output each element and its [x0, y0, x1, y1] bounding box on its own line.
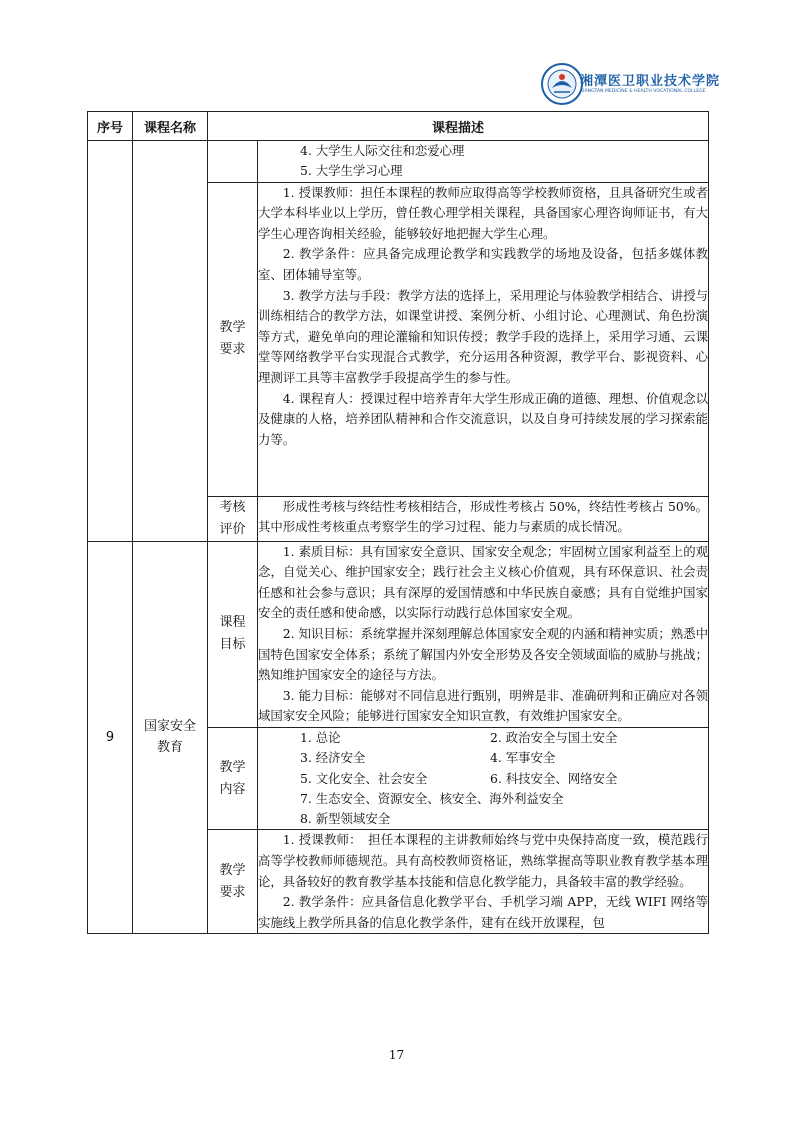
paragraph: 形成性考核与终结性考核相结合，形成性考核占 50%，终结性考核占 50%。其中形成性考核重点考察学生的学习过程、能力与素质的成长情况。 [258, 498, 709, 535]
table-row [88, 141, 709, 183]
paragraph: 2. 知识目标：系统掌握并深刻理解总体国家安全观的内涵和精神实质；熟悉中国特色国家安全体系；系统了解国内外安全形势及各安全领域面临的威胁与挑战；熟知维护国家安全的途径与方法。 [258, 625, 709, 683]
row9-goal-label: 课程目标 [208, 541, 258, 727]
list-item: 7. 生态安全、资源安全、核安全、海外利益安全 [300, 790, 564, 806]
cont-content-label [208, 141, 258, 183]
list-item: 8. 新型领域安全 [300, 811, 391, 827]
cont-req-text [258, 182, 709, 496]
college-name: 湘潭医卫职业技术学院 [580, 74, 721, 89]
paragraph: 1. 素质目标：具有国家安全意识、国家安全观念；牢固树立国家利益至上的观念，自觉关心、维护国家安全；践行社会主义核心价值观，具有环保意识、社会责任感和社会参与意识；具有深厚的爱国情感和中华民族自豪感；具有自觉维护国家安全的责任感和使命感，以实际行动践行总体国家安全观。 [258, 543, 709, 621]
college-name-en: XIANGTAN MEDICINE & HEALTH VOCATIONAL COLLEGE [580, 89, 706, 94]
list-item: 1. 总论 [300, 729, 341, 745]
page-number: 17 [388, 1048, 405, 1062]
cont-no-cell [88, 141, 133, 542]
paragraph: 2. 教学条件：应具备信息化教学平台、手机学习端 APP，无线 WIFI 网络等实施线上教学所具备的信息化教学条件，建有在线开放课程，包 [258, 894, 709, 930]
paragraph: 1. 授课教师：担任本课程的教师应取得高等学校教师资格，且具备研究生或者大学本科毕业以上学历，曾任教心理学相关课程，具备国家心理咨询师证书，有大学生心理咨询相关经验，能够较好地把握大学生心理。 [258, 184, 709, 241]
cont-eval-text [258, 496, 709, 541]
cont-req-label: 教学要求 [208, 182, 258, 496]
paragraph: 1. 授课教师： 担任本课程的主讲教师始终与党中央保持高度一致，模范践行高等学校教师师德规范。具有高校教师资格证，熟练掌握高等职业教育教学基本理论，具备较好的教育教学基本技能和信息化教学能力，具备较丰富的教学经验。 [258, 832, 709, 889]
cont-content-cell [258, 141, 709, 183]
list-item: 5. 文化安全、社会安全 [300, 770, 428, 786]
row9-no: 9 [88, 541, 133, 934]
row9-content-label: 教学内容 [208, 727, 258, 829]
list-item: 2. 政治安全与国土安全 [490, 729, 618, 745]
row9-req-label: 教学要求 [208, 830, 258, 934]
row9-content-cell [258, 727, 709, 829]
header-course-name: 课程名称 [133, 112, 208, 141]
row9-course-name: 国家安全教育 [133, 541, 208, 934]
row9-req-text [258, 830, 709, 934]
paragraph: 4. 课程育人：授课过程中培养青年大学生形成正确的道德、理想、价值观念以及健康的人格，培养团队精神和合作交流意识，以及自身可持续发展的学习探索能力等。 [258, 390, 709, 447]
list-item: 6. 科技安全、网络安全 [490, 770, 618, 786]
list-item: 4. 大学生人际交往和恋爱心理 [300, 143, 465, 158]
paragraph: 2. 教学条件：应具备完成理论教学和实践教学的场地及设备，包括多媒体教室、团体辅导室等。 [258, 246, 709, 282]
cont-name-cell [133, 141, 208, 542]
course-table [87, 111, 709, 934]
table-row [88, 541, 709, 727]
list-item: 3. 经济安全 [300, 750, 366, 766]
paragraph: 3. 能力目标：能够对不同信息进行甄别，明辨是非、准确研判和正确应对各领域国家安全风险；能够进行国家安全知识宣教，有效维护国家安全。 [258, 687, 709, 724]
cont-eval-label: 考核评价 [208, 496, 258, 541]
header-no: 序号 [88, 112, 133, 141]
list-item: 5. 大学生学习心理 [300, 163, 403, 179]
table-header-row [88, 112, 709, 141]
list-item: 4. 军事安全 [490, 750, 556, 766]
row9-goal-text [258, 541, 709, 727]
header-course-desc: 课程描述 [208, 112, 709, 141]
paragraph: 3. 教学方法与手段：教学方法的选择上，采用理论与体验教学相结合、讲授与训练相结合的教学方法，如课堂讲授、案例分析、小组讨论、心理测试、角色扮演等方式，避免单向的理论灌输和知识传授；教学手段的选择上，采用学习通、云课堂等网络教学平台实现混合式教学，充分运用各种资源，教学平台、影视资料、心理测评工具等丰富教学手段提高学生的参与性。 [258, 287, 709, 385]
